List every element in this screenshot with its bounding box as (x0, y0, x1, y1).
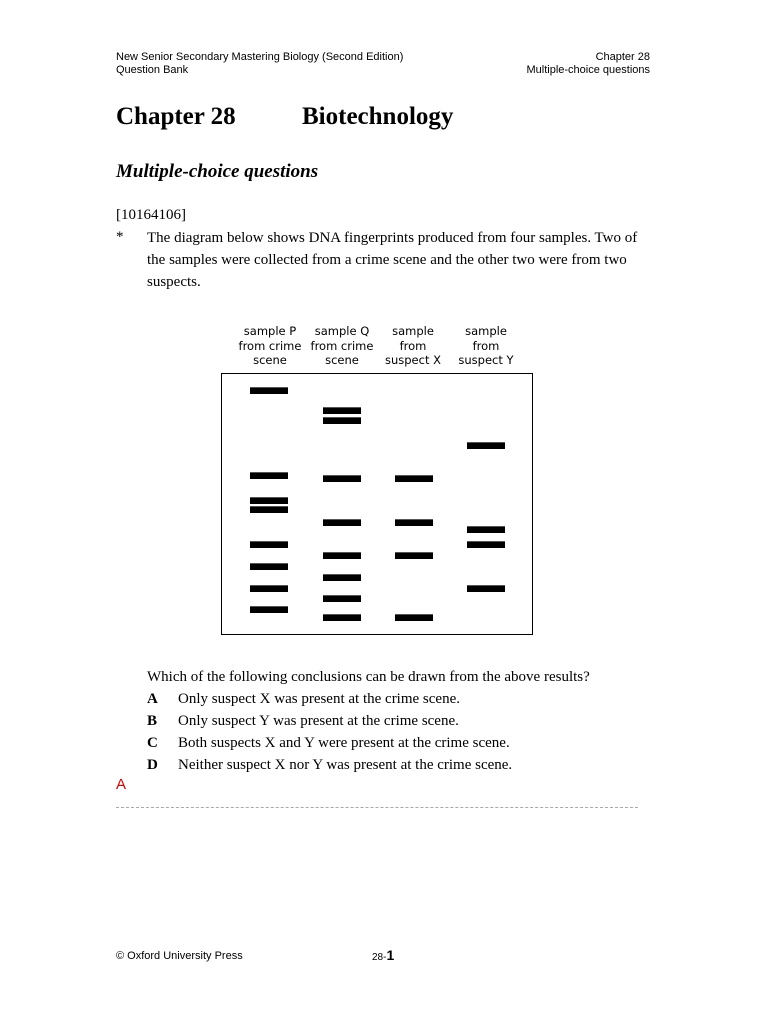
option-letter: B (147, 713, 158, 729)
footer-copyright: © Oxford University Press (116, 950, 243, 962)
band-lane-y (467, 541, 505, 548)
lane-label-suspect-x (375, 324, 451, 368)
band-lane-p (250, 541, 288, 548)
option-letter: A (147, 691, 158, 707)
band-lane-q (323, 519, 361, 526)
lane-label-line: from (399, 338, 427, 353)
lane-label-line: from crime (238, 338, 302, 353)
band-lane-p (250, 497, 288, 504)
option-text: Neither suspect X nor Y was present at the crime scene. (178, 757, 513, 773)
band-lane-p (250, 472, 288, 479)
band-lane-q (323, 407, 361, 414)
band-lane-p (250, 563, 288, 570)
question-separator (116, 807, 638, 808)
band-lane-y (467, 442, 505, 449)
header-chapter: Chapter 28 (595, 51, 650, 63)
band-lane-p (250, 387, 288, 394)
option-text: Both suspects X and Y were present at the crime scene. (178, 735, 510, 751)
band-lane-p (250, 585, 288, 592)
lane-label-sample-p (232, 324, 308, 368)
question-id: [10164106] (116, 207, 186, 223)
lane-label-line: from (472, 338, 500, 353)
band-lane-q (323, 475, 361, 482)
book-title: New Senior Secondary Mastering Biology (Second Edition) (116, 51, 404, 63)
band-lane-q (323, 614, 361, 621)
band-lane-x (395, 552, 433, 559)
question-marker: * (116, 229, 124, 245)
section-title: Multiple-choice questions (116, 161, 319, 182)
book-subtitle: Question Bank (116, 64, 189, 76)
lane-label-line: suspect X (384, 353, 441, 367)
option-letter: D (147, 757, 158, 773)
band-lane-x (395, 475, 433, 482)
option-letter: C (147, 735, 158, 751)
chapter-topic: Biotechnology (302, 103, 454, 130)
page-prefix: 28- (372, 952, 387, 963)
option-b[interactable] (147, 710, 459, 732)
option-text: Only suspect X was present at the crime scene. (178, 691, 460, 707)
lane-label-line: sample Q (314, 324, 370, 338)
dna-fingerprint-gel (221, 373, 533, 635)
page-header-right (526, 51, 650, 77)
band-lane-q (323, 552, 361, 559)
question-stem: The diagram below shows DNA fingerprints produced from four samples. Two of the samples were collected from a crime scene and the other two were from two suspects. (147, 230, 638, 290)
option-c[interactable] (147, 732, 510, 754)
lane-label-line: sample (392, 324, 434, 338)
question-prompt: Which of the following conclusions can be drawn from the above results? (147, 669, 590, 685)
band-lane-p (250, 606, 288, 613)
lane-label-suspect-y (448, 324, 524, 368)
lane-label-line: from crime (310, 338, 374, 353)
band-lane-y (467, 585, 505, 592)
option-text: Only suspect Y was present at the crime scene. (178, 713, 459, 729)
lane-label-line: suspect Y (458, 353, 514, 367)
chapter-heading (116, 102, 454, 132)
band-lane-p (250, 506, 288, 513)
lane-label-line: scene (325, 353, 359, 367)
band-lane-q (323, 417, 361, 424)
page-header-left (116, 51, 403, 77)
header-section: Multiple-choice questions (526, 64, 650, 76)
band-lane-q (323, 595, 361, 602)
band-lane-q (323, 574, 361, 581)
footer-page-number (372, 947, 394, 965)
answer-key: A (116, 776, 127, 793)
page-number: 1 (386, 947, 395, 963)
option-d[interactable] (147, 754, 512, 776)
lane-label-line: scene (253, 353, 287, 367)
lane-label-sample-q (304, 324, 380, 368)
chapter-number: Chapter 28 (116, 103, 236, 130)
lane-label-line: sample P (243, 324, 297, 338)
band-lane-x (395, 519, 433, 526)
lane-label-line: sample (465, 324, 507, 338)
band-lane-x (395, 614, 433, 621)
option-a[interactable] (147, 688, 460, 710)
band-lane-y (467, 526, 505, 533)
